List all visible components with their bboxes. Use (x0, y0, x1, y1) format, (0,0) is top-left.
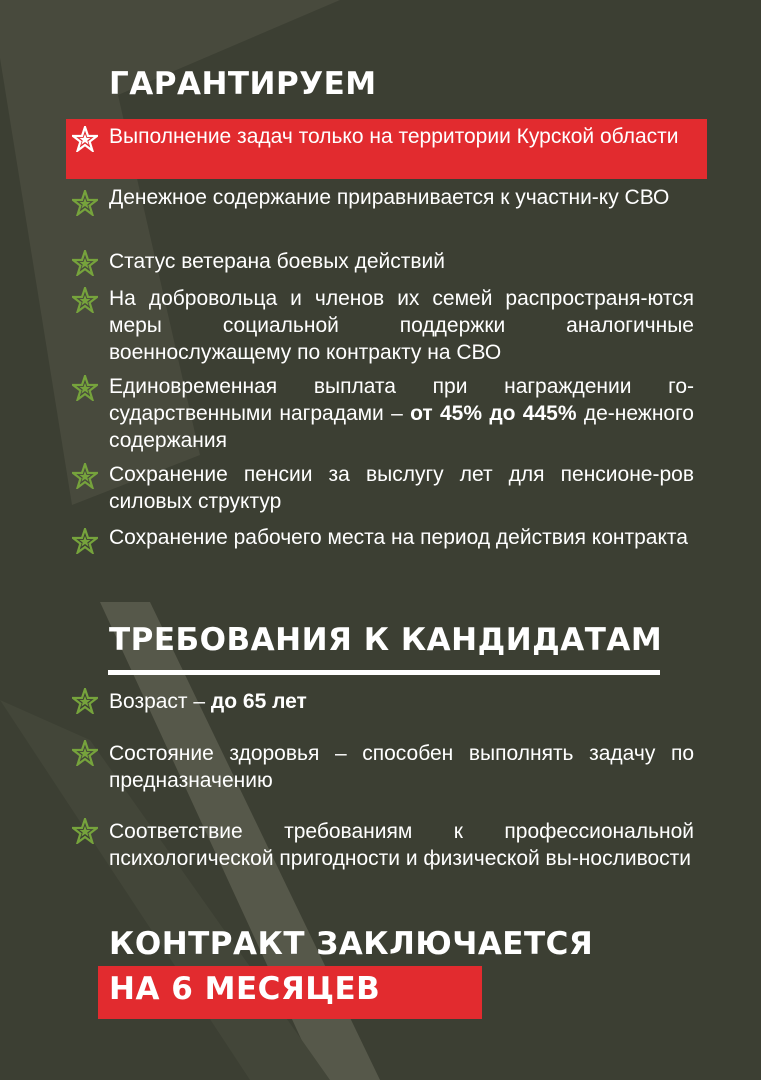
army-star-icon (72, 250, 98, 276)
army-star-icon (72, 190, 98, 216)
requirement-item-text: Состояние здоровья – способен выполнять задачу по предназначению (109, 742, 694, 792)
requirement-item-text: Возраст – до 65 лет (109, 690, 307, 713)
requirements-title: ТРЕБОВАНИЯ К КАНДИДАТАМ (109, 622, 663, 658)
army-star-icon (72, 287, 98, 313)
army-star-icon (72, 528, 98, 554)
guarantee-item-text: Статус ветерана боевых действий (109, 250, 446, 273)
guarantee-item-text: Сохранение рабочего места на период действия контракта (109, 526, 688, 549)
army-star-icon (72, 818, 98, 844)
army-star-icon (72, 375, 98, 401)
army-star-icon (72, 463, 98, 489)
guarantee-item-text: Единовременная выплата при награждении го-сударственными наградами – от 45% до 445% де-нежного содержания (109, 375, 694, 452)
army-star-icon (72, 126, 98, 152)
guarantee-item-text: Выполнение задач только на территории Курской области (109, 125, 679, 148)
guarantee-item-text: На добровольца и членов их семей распространя-ются меры социальной поддержки аналогичные военнослужащему по контракту на СВО (109, 287, 694, 364)
army-star-icon (72, 740, 98, 766)
guarantee-item-text: Денежное содержание приравнивается к участни-ку СВО (109, 186, 670, 209)
contract-heading: КОНТРАКТ ЗАКЛЮЧАЕТСЯ (109, 926, 594, 962)
requirement-item-text: Соответствие требованиям к профессиональной психологической пригодности и физической вы-носливости (109, 820, 694, 870)
guarantee-item-text: Сохранение пенсии за выслугу лет для пенсионе-ров силовых структур (109, 463, 694, 513)
contract-term: НА 6 МЕСЯЦЕВ (109, 971, 381, 1007)
requirements-title-underline (108, 670, 660, 675)
army-star-icon (72, 688, 98, 714)
guarantee-title: ГАРАНТИРУЕМ (109, 66, 377, 102)
